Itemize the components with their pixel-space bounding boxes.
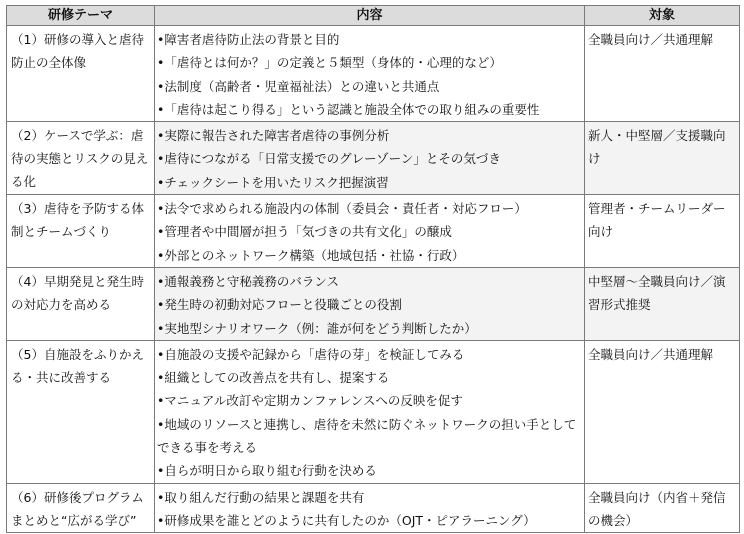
content-item: •取り組んだ行動の結果と課題を共有 <box>157 489 365 505</box>
content-item: •外部とのネットワーク構築（地域包括・社協・行政） <box>157 247 465 263</box>
content-item: •通報義務と守秘義務のバランス <box>157 273 339 289</box>
content-item: •実際に報告された障害者虐待の事例分析 <box>157 128 390 144</box>
content-item: •地域のリソースと連携し、虐待を未然に防ぐネットワークの担い手としてできる事を考える <box>157 416 577 456</box>
content-item: •法制度（高齢者・児童福祉法）との違いと共通点 <box>157 78 440 94</box>
content-item: •組織としての改善点を共有し、提案する <box>157 370 390 386</box>
content-item: •法令で求められる施設内の体制（委員会・責任者・対応フロー） <box>157 201 527 217</box>
target-cell: 全職員向け／共通理解 <box>588 32 714 47</box>
content-item: •自らが明日から取り組む行動を決める <box>157 463 377 479</box>
table-row <box>7 122 740 195</box>
theme-cell: （4）早期発見と発生時の対応力を高める <box>11 273 144 312</box>
header-target: 対象 <box>585 6 740 26</box>
target-cell: 新人・中堅層／支援職向け <box>588 128 726 167</box>
table-row <box>7 26 740 122</box>
theme-cell: （3）虐待を予防する体制とチームづくり <box>11 201 144 240</box>
header-row <box>7 6 740 26</box>
content-item: •障害者虐待防止法の背景と目的 <box>157 32 340 47</box>
theme-cell: （6）研修後プログラムまとめと“広がる学び” <box>11 489 144 528</box>
target-cell: 全職員向け／共通理解 <box>588 346 714 362</box>
theme-cell: （1）研修の導入と虐待防止の全体像 <box>11 32 144 70</box>
content-item: •「虐待とは何か？」の定義と５類型（身体的・心理的など） <box>157 55 502 71</box>
target-cell: 全職員向け（内省＋発信の機会） <box>588 489 726 528</box>
content-item: •実地型シナリオワーク（例：誰が何をどう判断したか） <box>157 320 477 336</box>
content-item: •研修成果を誰とどのように共有したのか（OJT・ピアラーニング） <box>157 512 536 528</box>
table-row <box>7 483 740 533</box>
theme-cell: （5）自施設をふりかえる・共に改善する <box>11 346 144 385</box>
target-cell: 管理者・チームリーダー向け <box>588 201 726 240</box>
content-item: •自施設の支援や記録から「虐待の芽」を検証してみる <box>157 346 465 362</box>
content-item: •チェックシートを用いたリスク把握演習 <box>157 174 389 190</box>
table-row <box>7 267 740 340</box>
content-item: •発生時の初動対応フローと役職ごとの役割 <box>157 297 402 313</box>
content-item: •虐待につながる「日常支援でのグレーゾーン」とその気づき <box>157 151 501 167</box>
table-row <box>7 340 740 483</box>
content-item: •マニュアル改訂や定期カンファレンスへの反映を促す <box>157 393 463 409</box>
table-row <box>7 195 740 268</box>
content-item: •「虐待は起こり得る」という認識と施設全体での取り組みの重要性 <box>157 101 540 117</box>
target-cell: 中堅層〜全職員向け／演習形式推奨 <box>588 273 726 312</box>
training-table <box>6 5 740 533</box>
header-content: 内容 <box>155 6 585 26</box>
header-theme: 研修テーマ <box>7 6 155 26</box>
content-item: •管理者や中間層が担う「気づきの共有文化」の醸成 <box>157 224 452 240</box>
theme-cell: （2）ケースで学ぶ：虐待の実態とリスクの見える化 <box>11 128 149 190</box>
